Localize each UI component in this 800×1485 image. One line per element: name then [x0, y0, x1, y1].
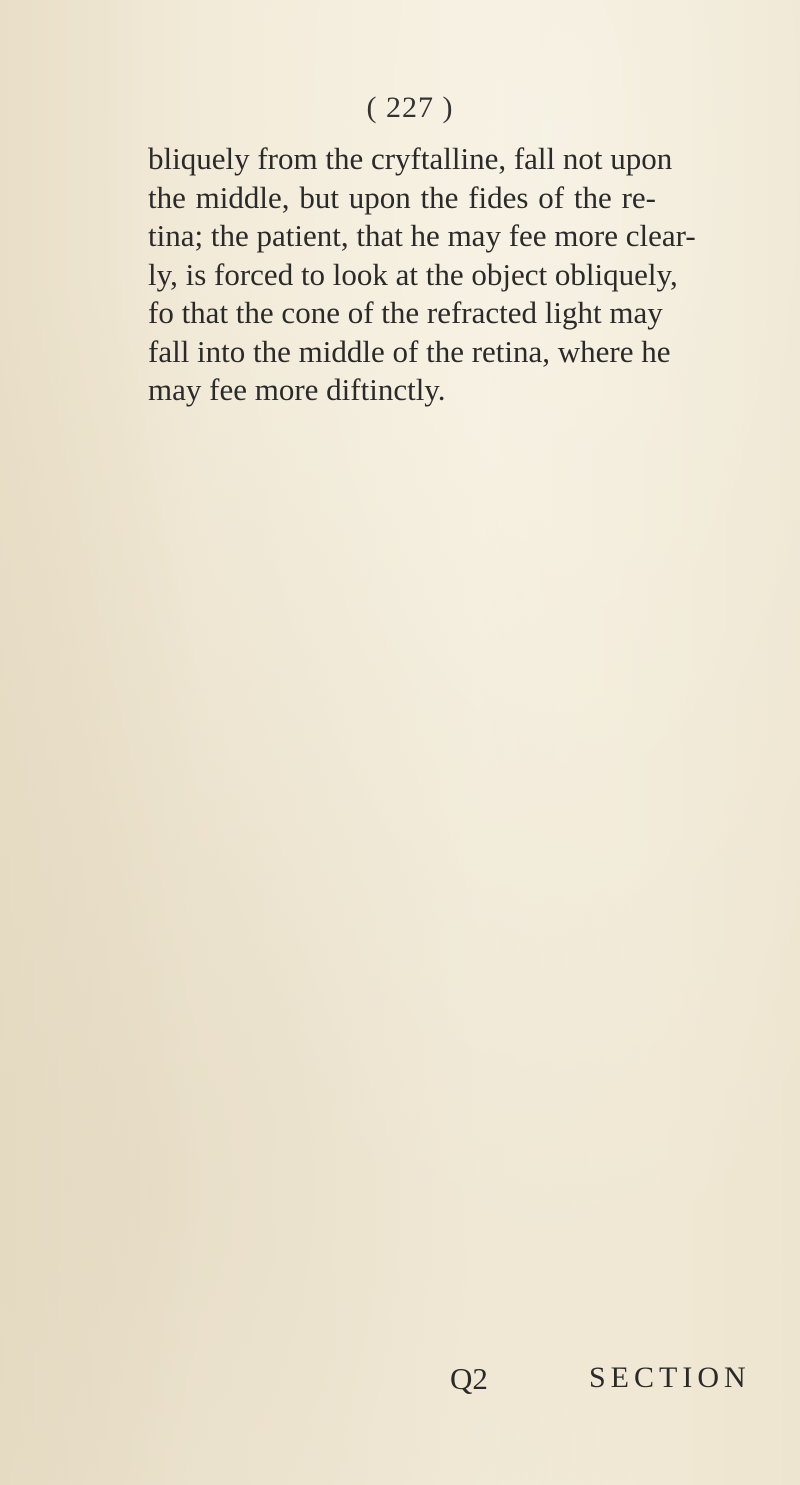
text-line: may fee more diftinctly. [148, 372, 446, 407]
catchword: SECTION [589, 1361, 751, 1394]
text-line: bliquely from the cryftalline, fall not upon [148, 141, 673, 176]
text-line: tina; the patient, that he may fee more clear- [148, 218, 696, 253]
page-number: ( 227 ) [366, 91, 454, 124]
text-line: the middle, but upon the fides of the re- [148, 179, 656, 215]
text-line: fo that the cone of the refracted light may [148, 295, 663, 330]
text-line: fall into the middle of the retina, where he [148, 333, 671, 369]
signature-mark: Q2 [450, 1361, 488, 1396]
body-paragraph [148, 140, 788, 410]
text-line: ly, is forced to look at the object obliquely, [148, 256, 678, 292]
